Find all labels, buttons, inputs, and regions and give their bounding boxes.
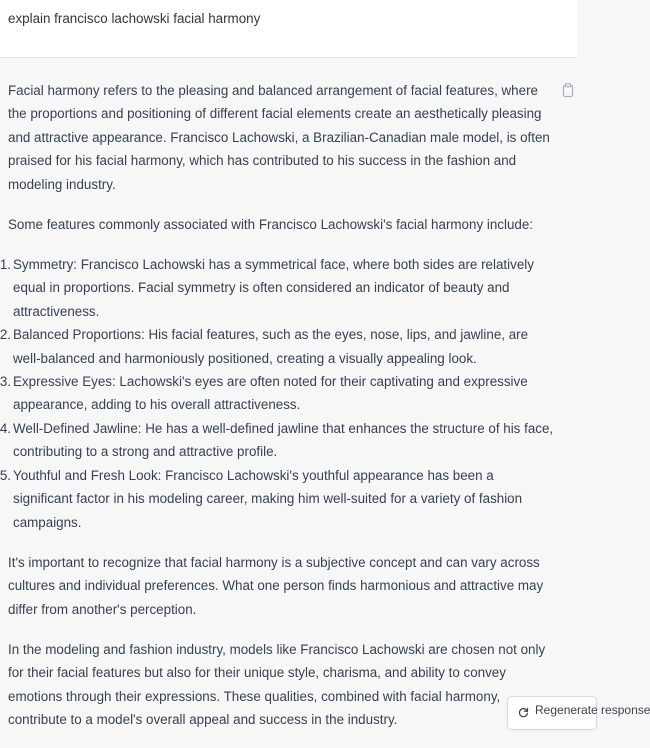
paragraph: Some features commonly associated with Francisco Lachowski's facial harmony include:	[8, 216, 534, 232]
list-item-number: 3.	[0, 374, 11, 390]
assistant-message-content	[0, 79, 554, 748]
list-item	[0, 253, 554, 323]
list-item-number: 4.	[0, 420, 11, 436]
list-item	[0, 370, 554, 417]
list-item-text: Youthful and Fresh Look: Francisco Lachowski's youthful appearance has been a significant factor in his modeling career, making him well-suited for a variety of fashion campaigns.	[13, 467, 523, 530]
feature-list	[0, 253, 554, 534]
user-message-text: explain francisco lachowski facial harmony	[8, 11, 261, 26]
list-item-text: Balanced Proportions: His facial features, such as the eyes, nose, lips, and jawline, are well-balanced and harmoniously positioned, creating a visually appealing look.	[13, 327, 529, 366]
list-item-number: 1.	[0, 257, 11, 273]
paragraph: In the modeling and fashion industry, models like Francisco Lachowski are chosen not only for their facial features but also for their unique style, charisma, and ability to convey emotions through their expressions. These qualities, combined with facial harmony, contribute to a model's overall appeal and success in the industry.	[8, 641, 546, 727]
clipboard-icon[interactable]	[562, 83, 574, 97]
list-item-text: Well-Defined Jawline: He has a well-defined jawline that enhances the structure of his face, contributing to a strong and attractive profile.	[13, 420, 554, 460]
list-item	[0, 323, 554, 370]
list-item	[0, 417, 554, 464]
list-item-number: 2.	[0, 327, 11, 343]
list-item	[0, 464, 554, 534]
list-item-text: Symmetry: Francisco Lachowski has a symmetrical face, where both sides are relatively equal in proportions. Facial symmetry is often considered an indicator of beauty and attractiveness.	[13, 257, 534, 319]
refresh-icon	[518, 705, 529, 716]
list-item-text: Expressive Eyes: Lachowski's eyes are often noted for their captivating and expressive appearance, adding to his overall attractiveness.	[13, 374, 528, 413]
paragraph: Facial harmony refers to the pleasing and balanced arrangement of facial features, where the proportions and positioning of different facial elements create an aesthetically pleasing and attractive appearance. Francisco Lachowski, a Brazilian-Canadian male model, is often praised for his facial harmony, which has contributed to his success in the fashion and modeling industry.	[8, 83, 550, 192]
paragraph: It's important to recognize that facial harmony is a subjective concept and can vary across cultures and individual preferences. What one person finds harmonious and attractive may differ from another's perception.	[8, 554, 544, 617]
list-item-number: 5.	[0, 467, 11, 483]
regenerate-button-label: Regenerate response	[535, 703, 650, 717]
user-message	[0, 0, 577, 58]
assistant-message	[0, 59, 577, 727]
regenerate-button[interactable]	[507, 696, 650, 730]
